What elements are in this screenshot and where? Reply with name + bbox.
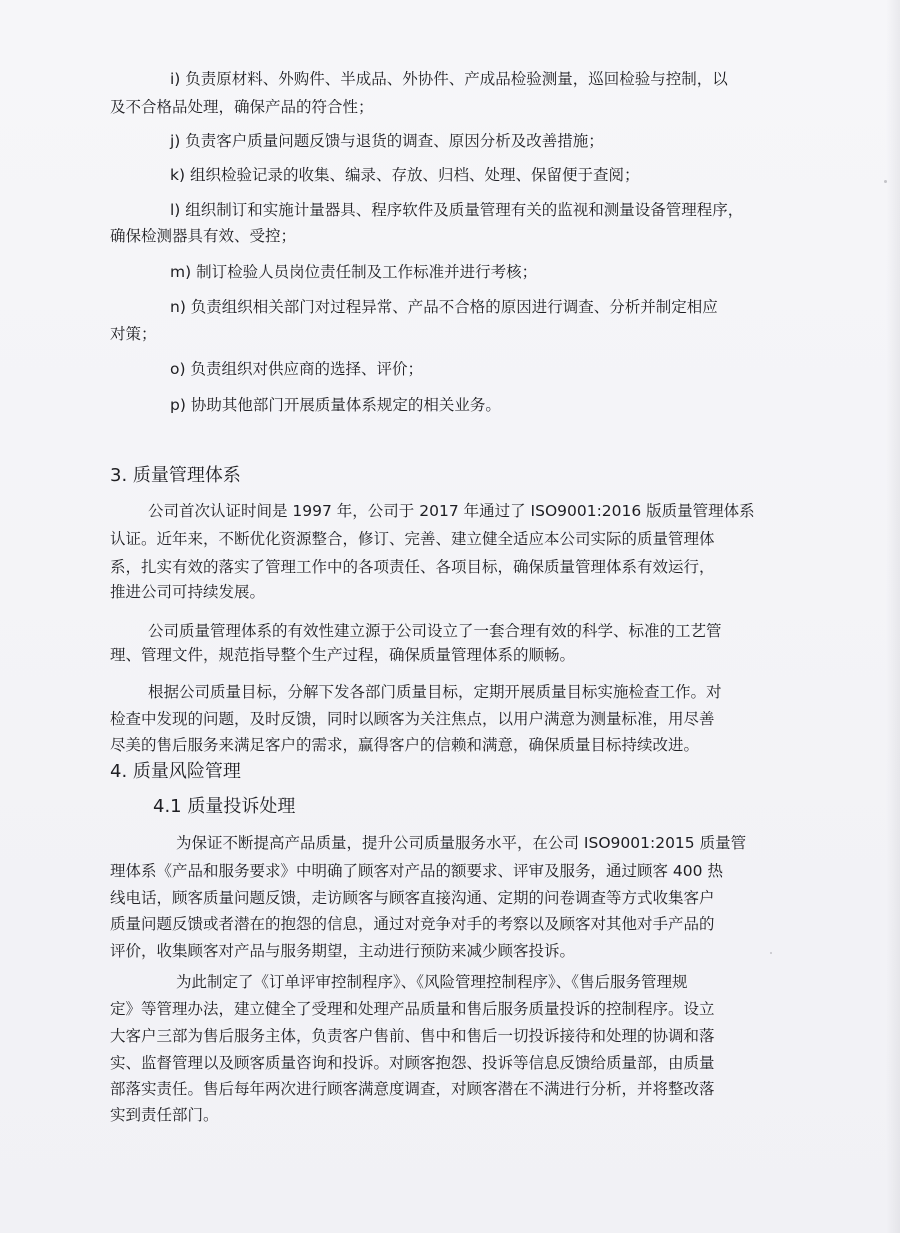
section-3-paragraph-2-line-2: 理、管理文件，规范指导整个生产过程，确保质量管理体系的顺畅。 [110, 646, 576, 664]
list-item-l-line-1: l) 组织制订和实施计量器具、程序软件及质量管理有关的监视和测量设备管理程序， [170, 201, 744, 219]
section-3-paragraph-1-line-3: 系，扎实有效的落实了管理工作中的各项责任、各项目标，确保质量管理体系有效运行， [110, 558, 715, 576]
section-3-paragraph-3-line-3: 尽美的售后服务来满足客户的需求，赢得客户的信赖和满意，确保质量目标持续改进。 [110, 736, 700, 754]
section-4-paragraph-1-line-1: 为保证不断提高产品质量，提升公司质量服务水平，在公司 ISO9001:2015 质量管 [176, 834, 747, 852]
list-item-m: m) 制订检验人员岗位责任制及工作标准并进行考核； [170, 263, 538, 281]
section-4-paragraph-2-line-6: 实到责任部门。 [110, 1106, 219, 1124]
list-item-l-line-2: 确保检测器具有效、受控； [110, 227, 297, 245]
section-4-paragraph-2-line-5: 部落实责任。售后每年两次进行顾客满意度调查，对顾客潜在不满进行分析，并将整改落 [110, 1080, 715, 1098]
list-item-i-line-1: i) 负责原材料、外购件、半成品、外协件、产成品检验测量，巡回检验与控制，以 [170, 70, 728, 88]
section-3-paragraph-1-line-2: 认证。近年来，不断优化资源整合，修订、完善、建立健全适应本公司实际的质量管理体 [110, 530, 715, 548]
section-3-paragraph-3-line-2: 检查中发现的问题，及时反馈，同时以顾客为关注焦点，以用户满意为测量标准，用尽善 [110, 710, 715, 728]
section-3-paragraph-3-line-1: 根据公司质量目标，分解下发各部门质量目标，定期开展质量目标实施检查工作。对 [148, 683, 722, 701]
page-edge-shadow [886, 0, 900, 1233]
list-item-j: j) 负责客户质量问题反馈与退货的调查、原因分析及改善措施； [170, 132, 604, 150]
list-item-p: p) 协助其他部门开展质量体系规定的相关业务。 [170, 396, 501, 414]
section-4-1-heading: 4.1 质量投诉处理 [153, 796, 296, 817]
scan-speck [770, 952, 772, 954]
list-item-o: o) 负责组织对供应商的选择、评价； [170, 360, 423, 378]
section-4-paragraph-1-line-4: 质量问题反馈或者潜在的抱怨的信息，通过对竞争对手的考察以及顾客对其他对手产品的 [110, 915, 715, 933]
section-3-paragraph-2-line-1: 公司质量管理体系的有效性建立源于公司设立了一套合理有效的科学、标准的工艺管 [148, 622, 722, 640]
section-3-paragraph-1-line-4: 推进公司可持续发展。 [110, 583, 266, 601]
section-4-paragraph-2-line-3: 大客户三部为售后服务主体，负责客户售前、售中和售后一切投诉接待和处理的协调和落 [110, 1027, 715, 1045]
section-3-heading: 3. 质量管理体系 [110, 465, 241, 486]
section-4-paragraph-1-line-3: 线电话，顾客质量问题反馈，走访顾客与顾客直接沟通、定期的问卷调查等方式收集客户 [110, 889, 715, 907]
list-item-k: k) 组织检验记录的收集、编录、存放、归档、处理、保留便于查阅； [170, 166, 640, 184]
section-3-paragraph-1-line-1: 公司首次认证时间是 1997 年，公司于 2017 年通过了 ISO9001:2016 版质量管理体系 [148, 502, 755, 520]
section-4-paragraph-1-line-2: 理体系《产品和服务要求》中明确了顾客对产品的额要求、评审及服务，通过顾客 400 热 [110, 862, 723, 880]
section-4-paragraph-2-line-4: 实、监督管理以及顾客质量咨询和投诉。对顾客抱怨、投诉等信息反馈给质量部，由质量 [110, 1054, 715, 1072]
list-item-n-line-1: n) 负责组织相关部门对过程异常、产品不合格的原因进行调查、分析并制定相应 [170, 298, 718, 316]
section-4-paragraph-2-line-1: 为此制定了《订单评审控制程序》、《风险管理控制程序》、《售后服务管理规 [176, 973, 688, 991]
section-4-heading: 4. 质量风险管理 [110, 761, 241, 782]
list-item-i-line-2: 及不合格品处理，确保产品的符合性； [110, 98, 374, 116]
section-4-paragraph-1-line-5: 评价，收集顾客对产品与服务期望，主动进行预防来减少顾客投诉。 [110, 942, 576, 960]
list-item-n-line-2: 对策； [110, 325, 157, 343]
section-4-paragraph-2-line-2: 定》等管理办法，建立健全了受理和处理产品质量和售后服务质量投诉的控制程序。设立 [110, 1000, 715, 1018]
scan-speck [884, 180, 887, 183]
